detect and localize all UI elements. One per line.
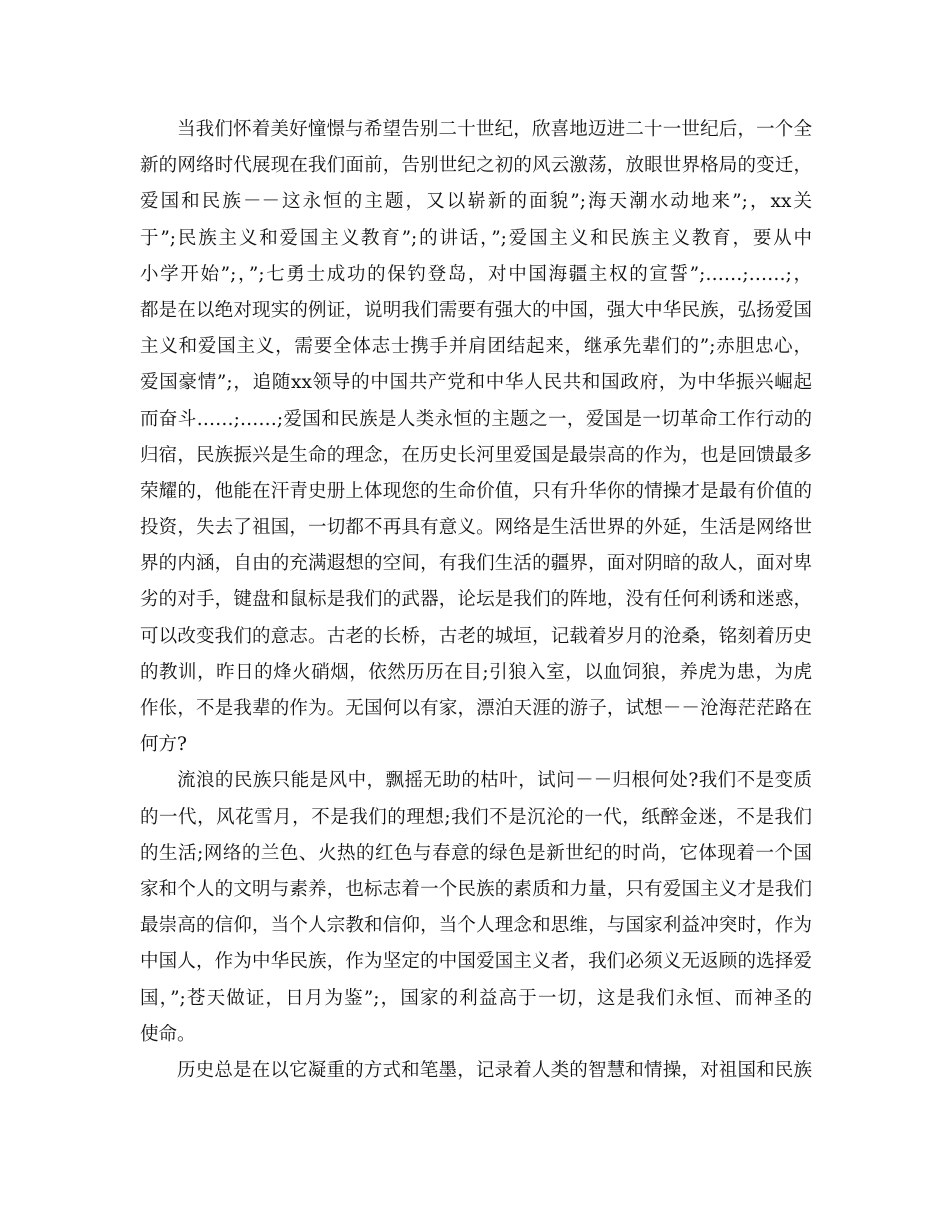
text-line: 流浪的民族只能是风中，飘摇无助的枯叶，试问－－归根何处?我们不是变质 (177, 770, 812, 792)
text-line: 爱国豪情”;，追随xx领导的中国共产党和中华人民共和国政府，为中华振兴崛起 (140, 372, 812, 394)
text-line: 历史总是在以它凝重的方式和笔墨，记录着人类的智慧和情操，对祖国和民族 (177, 1059, 812, 1081)
text-line: 主义和爱国主义，需要全体志士携手并肩团结起来，继承先辈们的”;赤胆忠心， (140, 336, 812, 358)
document-page (140, 112, 812, 1089)
text-line: 的一代，风花雪月，不是我们的理想;我们不是沉沦的一代，纸醉金迷，不是我们 (140, 806, 812, 828)
text-line: 国，”;苍天做证，日月为鉴”;，国家的利益高于一切，这是我们永恒、而神圣的 (140, 987, 812, 1009)
text-line: 归宿，民族振兴是生命的理念，在历史长河里爱国是最崇高的作为，也是回馈最多 (140, 444, 812, 466)
text-line: 投资，失去了祖国，一切都不再具有意义。网络是生活世界的外延，生活是网络世 (140, 517, 812, 539)
text-line: 界的内涵，自由的充满遐想的空间，有我们生活的疆界，面对阴暗的敌人，面对卑 (140, 553, 812, 575)
paragraph-3 (140, 1053, 812, 1089)
text-line: 而奋斗……;……;爱国和民族是人类永恒的主题之一，爱国是一切革命工作行动的 (140, 408, 812, 430)
text-line: 作伥，不是我辈的作为。无国何以有家，漂泊天涯的游子，试想－－沧海茫茫路在 (140, 698, 812, 719)
text-line: 中国人，作为中华民族，作为坚定的中国爱国主义者，我们必须义无返顾的选择爱 (140, 951, 812, 973)
text-line: 劣的对手，键盘和鼠标是我们的武器，论坛是我们的阵地，没有任何利诱和迷惑， (140, 589, 812, 611)
text-line: 荣耀的，他能在汗青史册上体现您的生命价值，只有升华你的情操才是最有价值的 (140, 480, 812, 502)
text-line: 家和个人的文明与素养，也标志着一个民族的素质和力量，只有爱国主义才是我们 (140, 878, 812, 900)
text-line: 可以改变我们的意志。古老的长桥，古老的城垣，记载着岁月的沧桑，铭刻着历史 (140, 625, 812, 647)
text-line: 爱国和民族－－这永恒的主题，又以崭新的面貌”;海天潮水动地来”;，xx关 (140, 191, 812, 213)
text-line: 的生活;网络的兰色、火热的红色与春意的绿色是新世纪的时尚，它体现着一个国 (140, 842, 812, 864)
text-line: 都是在以绝对现实的例证，说明我们需要有强大的中国，强大中华民族，弘扬爱国 (140, 299, 812, 321)
text-line: 最崇高的信仰，当个人宗教和信仰，当个人理念和思维，与国家利益冲突时，作为 (140, 915, 812, 937)
text-line: 何方? (140, 734, 187, 756)
text-line: 小学开始”;，”;七勇士成功的保钓登岛，对中国海疆主权的宣誓”;……;……;， (140, 263, 812, 285)
text-line: 新的网络时代展现在我们面前，告别世纪之初的风云激荡，放眼世界格局的变迁， (140, 155, 812, 177)
text-line: 使命。 (140, 1023, 196, 1045)
paragraph-1 (140, 112, 812, 763)
text-line: 于”;民族主义和爱国主义教育”;的讲话，”;爱国主义和民族主义教育，要从中 (140, 227, 812, 249)
text-line: 的教训，昨日的烽火硝烟，依然历历在目;引狼入室，以血饲狼，养虎为患，为虎 (140, 661, 812, 683)
text-line: 当我们怀着美好憧憬与希望告别二十世纪，欣喜地迈进二十一世纪后，一个全 (177, 119, 812, 140)
paragraph-2 (140, 763, 812, 1053)
